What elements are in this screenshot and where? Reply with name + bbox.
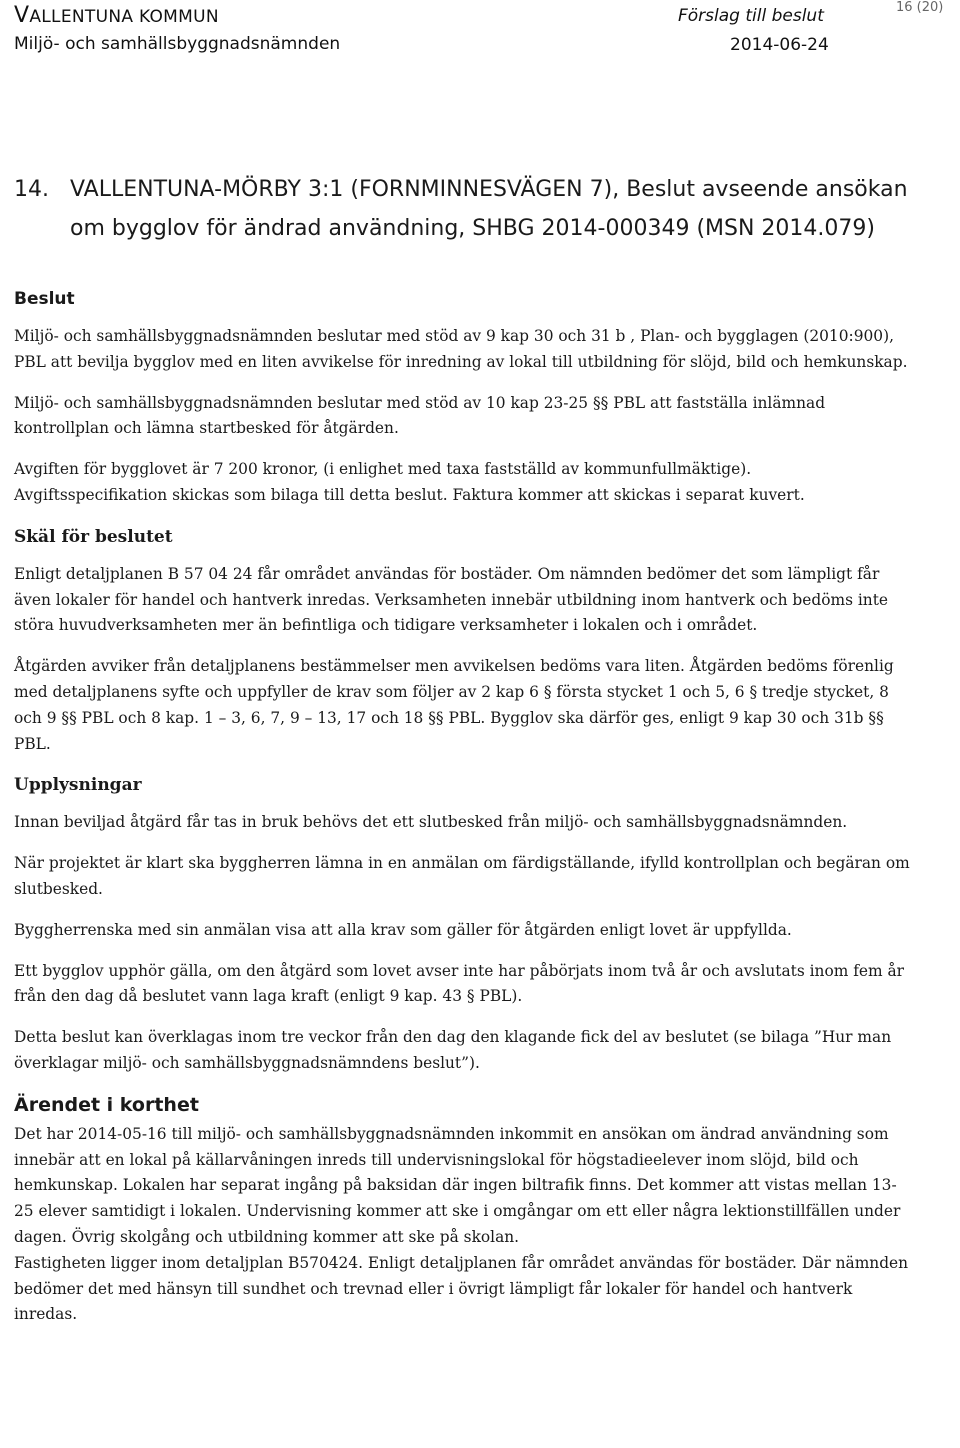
section-heading-skal: Skäl för beslutet	[14, 526, 173, 547]
page-number: 16 (20)	[896, 0, 944, 15]
item-heading	[14, 170, 914, 248]
upplysningar-paragraph-2: När projektet är klart ska byggherren lämna in en anmälan om färdigställande, ifylld kontrollplan och begäran om slutbesked.	[14, 854, 910, 898]
beslut-paragraph-3b: Avgiftsspecifikation skickas som bilaga till detta beslut. Faktura kommer att skickas i separat kuvert.	[14, 485, 805, 504]
upplysningar-paragraph-5: Detta beslut kan överklagas inom tre veckor från den dag den klagande fick del av beslutet (se bilaga ”Hur man överklagar miljö- och samhällsbyggnadsnämndens beslut”).	[14, 1028, 892, 1072]
department-name: Miljö- och samhällsbyggnadsnämnden	[14, 34, 341, 54]
organization-rest: ALLENTUNA KOMMUN	[29, 7, 219, 27]
section-heading-upplysningar: Upplysningar	[14, 775, 142, 796]
document-header-left	[14, 4, 340, 57]
organization-initial: V	[14, 3, 30, 28]
beslut-paragraph-1: Miljö- och samhällsbyggnadsnämnden beslutar med stöd av 9 kap 30 och 31 b , Plan- och bygglagen (2010:900), PBL att bevilja bygglov med en liten avvikelse för inredning av lokal till utbildning för slöjd, bild och hemkunskap.	[14, 327, 908, 371]
upplysningar-paragraph-1: Innan beviljad åtgärd får tas in bruk behövs det ett slutbesked från miljö- och samhällsbyggnadsnämnden.	[14, 813, 848, 832]
arendet-paragraph-2: Fastigheten ligger inom detaljplan B570424. Enligt detaljplanen får området användas för bostäder. Där nämnden bedömer det med hänsyn till sundhet och trevnad eller i övrigt lämpligt får lokaler för handel och hantverk inredas.	[14, 1253, 909, 1324]
beslut-paragraph-3a: Avgiften för bygglovet är 7 200 kronor, (i enlighet med taxa fastställd av kommunfullmäktige).	[14, 460, 752, 479]
skal-paragraph-1: Enligt detaljplanen B 57 04 24 får området användas för bostäder. Om nämnden bedömer det som lämpligt får även lokaler för handel och hantverk inredas. Verksamheten innebär utbildning inom hantverk och bedöms inte störa huvudverksamheten mer än befintliga och tidigare verksamheter i lokalen och i området.	[14, 564, 888, 635]
arendet-paragraph-1: Det har 2014-05-16 till miljö- och samhällsbyggnadsnämnden inkommit en ansökan om ändrad användning som innebär att en lokal på källarvåningen inreds till undervisningslokal för högstadieelever inom slöjd, bild och hemkunskap. Lokalen har separat ingång på baksidan där ingen biltrafik finns. Det kommer att vistas mellan 13-25 elever samtidigt i lokalen. Undervisning kommer att ske i omgångar om ett eller några lektionstillfällen under dagen. Övrig skolgång och utbildning kommer att ske på skolan.	[14, 1124, 901, 1246]
item-number: 14.	[14, 177, 49, 202]
organization-name	[14, 4, 340, 29]
upplysningar-paragraph-3: Byggherrenska med sin anmälan visa att alla krav som gäller för åtgärden enligt lovet är uppfyllda.	[14, 920, 792, 939]
section-heading-beslut: Beslut	[14, 289, 75, 309]
beslut-paragraph-2: Miljö- och samhällsbyggnadsnämnden beslutar med stöd av 10 kap 23-25 §§ PBL att fastställa inlämnad kontrollplan och lämna startbesked för åtgärden.	[14, 393, 826, 438]
section-heading-arendet: Ärendet i korthet	[14, 1093, 199, 1116]
document-body	[14, 286, 914, 1328]
document-status: Förslag till beslut	[678, 6, 824, 26]
skal-paragraph-2: Åtgärden avviker från detaljplanens bestämmelser men avvikelsen bedöms vara liten. Åtgärden bedöms förenlig med detaljplanens syfte och uppfyller de krav som följer av 2 kap 6 § första stycket 1 och 5, 6 § tredje stycket, 8 och 9 §§ PBL och 8 kap. 1 – 3, 6, 7, 9 – 13, 17 och 18 §§ PBL. Bygglov ska därför ges, enligt 9 kap 30 och 31b §§ PBL.	[14, 657, 894, 753]
document-date: 2014-06-24	[730, 35, 829, 55]
item-title: VALLENTUNA-MÖRBY 3:1 (FORNMINNESVÄGEN 7), Beslut avseende ansökan om bygglov för ändrad användning, SHBG 2014-000349 (MSN 2014.079)	[70, 177, 908, 241]
upplysningar-paragraph-4: Ett bygglov upphör gälla, om den åtgärd som lovet avser inte har påbörjats inom två år och avslutats inom fem år från den dag då beslutet vann laga kraft (enligt 9 kap. 43 § PBL).	[14, 961, 905, 1006]
